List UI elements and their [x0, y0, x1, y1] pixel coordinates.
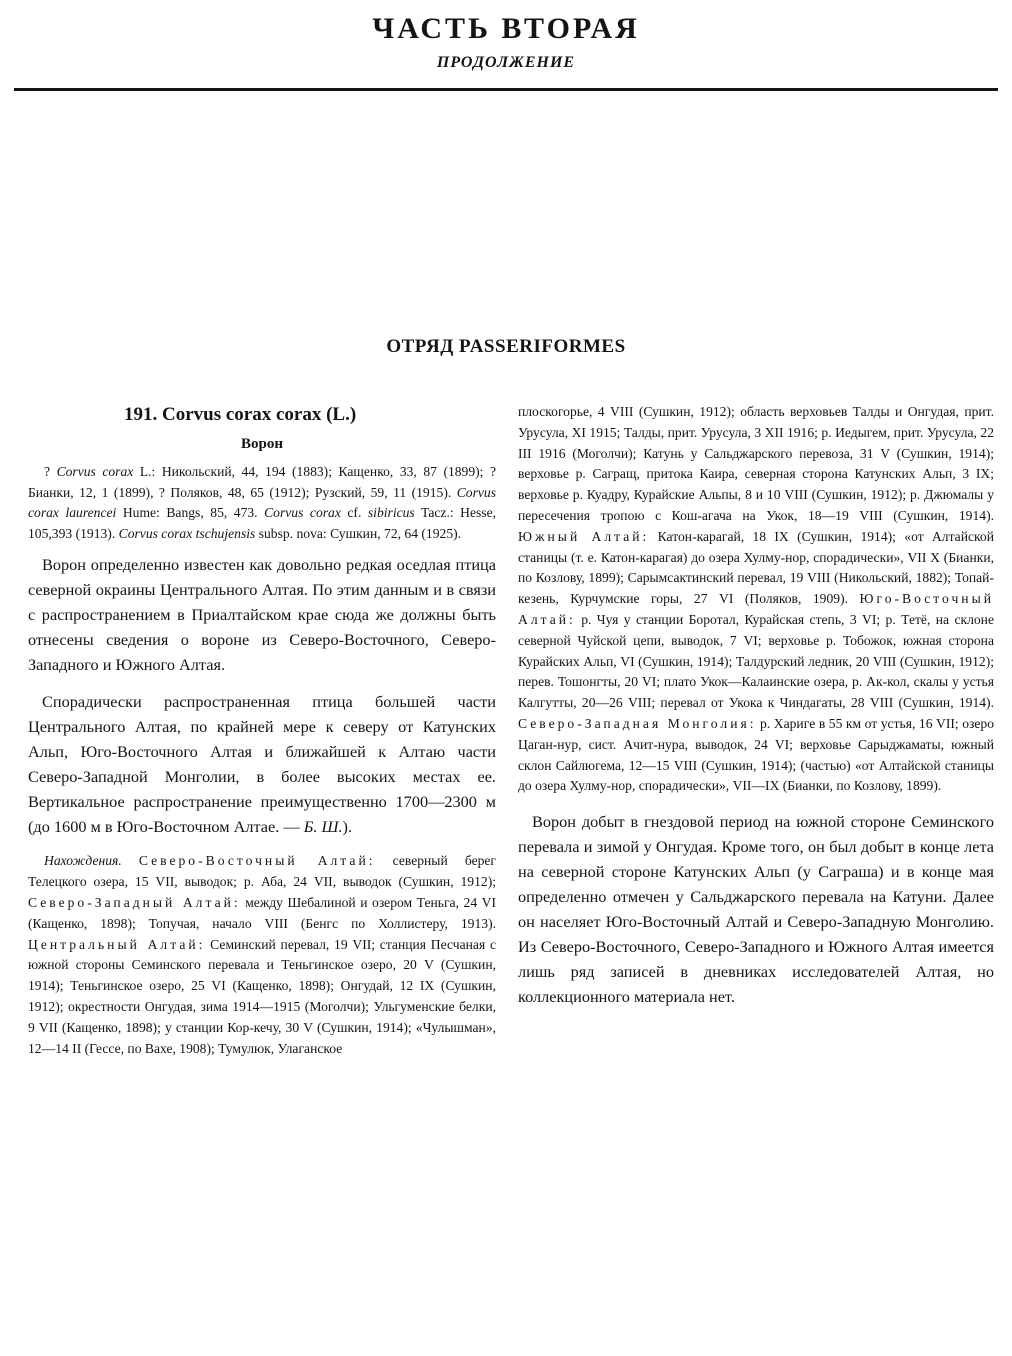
region-heading: Северо-Западная Монголия:	[518, 715, 757, 731]
text-run: Катон-карагай, 18 IX (Сушкин, 1914); «от Алтайской станицы (т. е. Катон-карагая) до озера Хулму-нор, спорадически», VII X (Бианки, по Козлову, 1899); Сарымсактинский перевал, 19 VIII (Никольский, 1882); Топай-кезень, Курчумские горы, 27 VI (Поляков, 1909).	[518, 528, 995, 607]
text-run: плоскогорье, 4 VIII (Сушкин, 1912); область верховьев Талды и Онгудая, прит. Урусула, XI 1915; Талды, прит. Урусула, 3 XII 1916; р. Иедыгем, прит. Урусула, 22 III 1916 (Моголчи); Катунь у Сальджарского перевоза, 31 V (Сушкин, 1914); верховье р. Сагращ, притока Каира, северная сторона Катунских Альп, 3 IX; верховье р. Куадру, Курайские Альпы, 8 и 10 VIII (Сушкин, 1912); р. Джюмалы у пересечения тропою с Кош-агача на Укок, 18—19 VIII (Сушкин, 1914).	[518, 404, 994, 523]
species-common-name: Ворон	[241, 436, 283, 452]
text-run: Спорадически распространенная птица большей части Центрального Алтая, по крайней мере к северу от Катунских Альп, Юго-Восточного Алтая и ближайшей к Алтаю части Северо-Западной Монголии, в более высоких местах ее. Вертикальное распространение преимущественно 1700—2300 м (до 1600 м в Юго-Восточном Алтае. —	[28, 692, 496, 837]
region-heading: Южный Алтай:	[518, 528, 650, 544]
text-run: Hume: Bangs, 85, 473.	[116, 505, 265, 521]
order-heading: ОТРЯД PASSERIFORMES	[386, 336, 626, 357]
synonymy-paragraph	[28, 462, 496, 544]
text-run	[122, 853, 139, 868]
body-paragraph	[28, 689, 496, 839]
header-rule	[14, 88, 998, 91]
text-run: Семинский перевал, 19 VII; станция Песчаная с южной стороны Семинского перевала и Теньгинское озеро, 20 V (Сушкин, 1914); Теньгинское озеро, 25 VI (Кащенко, 1898); Онгудай, 12 IX (Сушкин, 1912); окрестности Онгудая, зима 1914—1915 (Моголчи); Ульгуменские белки, 9 VII (Кащенко, 1898); у станции Кор-кечу, 30 V (Сушкин, 1914); «Чулышман», 12—14 II (Гессе, по Вахе, 1908); Тумулюк, Улаганское	[28, 936, 496, 1056]
left-column	[28, 402, 496, 1059]
part-subtitle: ПРОДОЛЖЕНИЕ	[436, 54, 576, 71]
right-column	[518, 402, 994, 1009]
text-run: северный берег Телецкого озера, 15 VII, выводок; р. Аба, 24 VII, выводок (Сушкин, 1912);	[28, 853, 497, 890]
body-paragraph	[518, 809, 994, 1009]
region-heading: Юго-Восточный Алтай:	[518, 591, 994, 627]
text-run: subsp. nova: Сушкин, 72, 64 (1925).	[255, 525, 462, 541]
italic-text: Corvus corax	[264, 505, 341, 521]
region-heading: Северо-Восточный Алтай:	[138, 853, 376, 869]
right-column-body	[518, 402, 994, 1009]
text-run: между Шебалиной и озером Теньга, 24 VI (Кащенко, 1898); Топучая, начало VIII (Бенгс по Холлистеру, 1913).	[28, 894, 496, 931]
text-run: Tacz.: Hesse, 105,393 (1913).	[28, 505, 497, 541]
localities-paragraph	[518, 402, 994, 797]
text-run: Ворон определенно известен как довольно редкая оседлая птица северной окраины Центрального Алтая. По этим данным и в связи с распространением в Приалтайском крае сюда же должны быть отнесены сведения о вороне из Северо-Восточного, Северо-Западного и Южного Алтая.	[28, 555, 496, 675]
italic-text: Б. Ш.	[303, 817, 343, 837]
italic-text: Corvus corax	[56, 464, 134, 479]
region-heading: Центральный Алтай:	[28, 936, 206, 952]
italic-text: Corvus corax tschujensis	[118, 525, 256, 541]
text-run: р. Харигe в 55 км от устья, 16 VII; озеро Цаган-нур, сист. Ачит-нура, выводок, 24 VI; верховье Сарыджаматы, южный склон Сайлюгема, 12—15 VIII (Сушкин, 1914); (частью) «от Алтайской станицы до озера Хулму-нор, спорадически», VII—IX (Бианки, по Козлову, 1899).	[518, 715, 994, 794]
text-run: cf.	[340, 505, 368, 521]
region-heading: Северо-Западный Алтай:	[28, 894, 241, 910]
localities-paragraph	[28, 851, 496, 1059]
species-title: 191. Corvus corax corax (L.)	[124, 404, 357, 425]
body-paragraph	[28, 552, 496, 677]
text-run: ?	[44, 464, 57, 479]
italic-text: sibiricus	[367, 505, 415, 521]
left-column-body	[28, 552, 496, 1059]
italic-text: Corvus corax laurencei	[28, 484, 496, 521]
text-run: ).	[342, 817, 353, 837]
italic-text: Нахождения.	[44, 853, 122, 869]
part-title: ЧАСТЬ ВТОРАЯ	[372, 12, 640, 45]
text-run: Ворон добыт в гнездовой период на южной стороне Семинского перевала и зимой у Онгудая. Кроме того, он был добыт в конце лета на северной стороне Катунских Альп (у Саграша) и в конце мая определенно отмечен у Сальджарского перевала на Катуни. Далее он населяет Юго-Восточный Алтай и Северо-Западную Монголию. Из Северо-Восточного, Северо-Западного и Южного Алтая имеется лишь ряд записей в дневниках исследователей Алтая, но коллекционного материала нет.	[518, 812, 994, 1007]
text-run: L.: Никольский, 44, 194 (1883); Кащенко, 33, 87 (1899); ? Бианки, 12, 1 (1899), ? Поляков, 48, 65 (1912); Рузский, 59, 11 (1915).	[28, 464, 497, 500]
text-run: р. Чуя у станции Боротал, Курайская степь, 3 VI; р. Тетё, на склоне северной Чуйской цепи, выводок, 7 VI; верховье р. Тобожок, южная сторона Курайских Альп, VI (Сушкин, 1914); Талдурский ледник, 20 VIII (Сушкин, 1912); перев. Тошонгты, 20 VI; плато Укок—Калаинские озера, р. Ак-кол, скалы у устья Калгутты, 20—26 VIII; перевал от Укока к Чиндагаты, 28 VIII (Сушкин, 1914).	[518, 611, 994, 711]
